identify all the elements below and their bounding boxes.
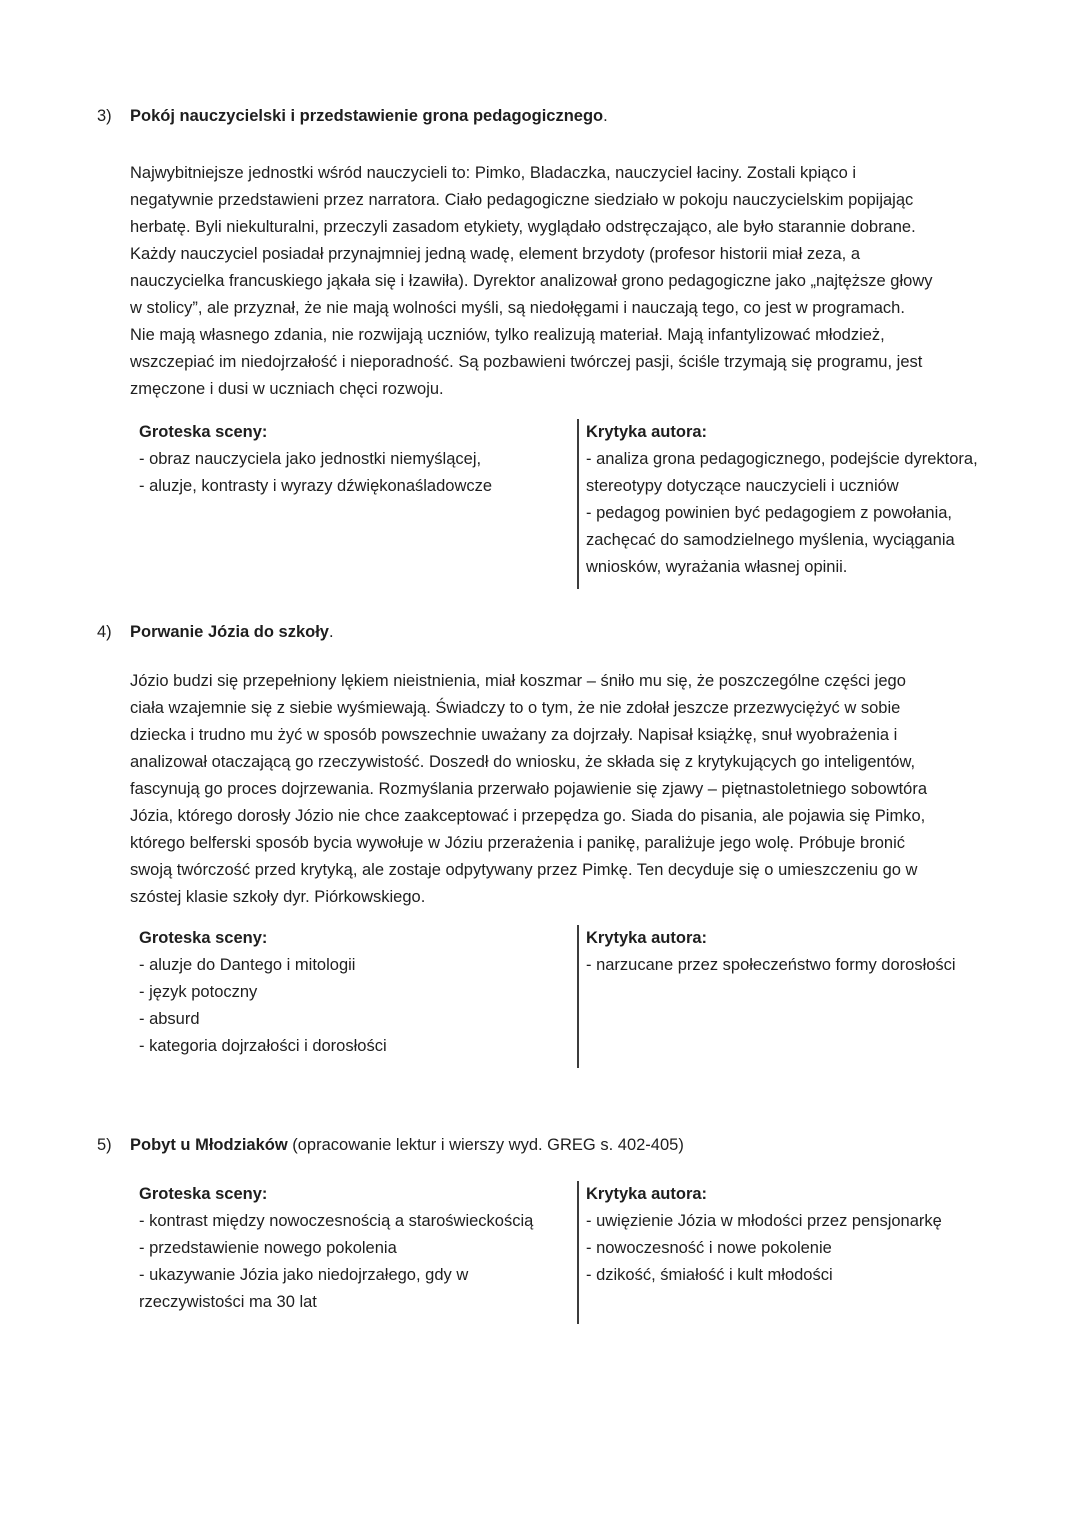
paragraph-line: dziecka i trudno mu żyć w sposób powszechnie uważany za dojrzały. Napisał książkę, snuł wyobrażenia i (130, 726, 898, 744)
section-3-heading (97, 103, 1040, 130)
section-5-number: 5) (97, 1136, 112, 1154)
bullet-item: - aluzje, kontrasty i wyrazy dźwiękonaśladowcze (139, 477, 493, 495)
bullet-item: - nowoczesność i nowe pokolenie (586, 1239, 832, 1257)
paragraph-line: Najwybitniejsze jednostki wśród nauczycieli to: Pimko, Bladaczka, nauczyciel łaciny. Zostali kpiąco i (130, 164, 856, 182)
groteska-column (139, 1181, 577, 1324)
section-5-analysis-table (139, 1181, 1040, 1324)
bullet-item: - kontrast między nowoczesnością a staroświeckością (139, 1212, 534, 1230)
bullet-item: - aluzje do Dantego i mitologii (139, 956, 356, 974)
section-3-number: 3) (97, 107, 112, 125)
section-4-analysis-table (139, 925, 1040, 1068)
bullet-item: - uwięzienie Józia w młodości przez pensjonarkę (586, 1212, 942, 1230)
groteska-header: Groteska sceny: (139, 929, 268, 947)
bullet-item: - dzikość, śmiałość i kult młodości (586, 1266, 833, 1284)
section-4-title-suffix: . (328, 623, 334, 641)
paragraph-line: nauczycielka francuskiego jąkała się i łzawiła). Dyrektor analizował grono pedagogiczne jako „najtęższe głowy (130, 272, 933, 290)
krytyka-header: Krytyka autora: (586, 423, 708, 441)
paragraph-line: herbatę. Byli niekulturalni, przeczyli zasadom etykiety, wyglądało odstręczająco, ale było starannie dobrane. (130, 218, 916, 236)
section-5-title: Pobyt u Młodziaków (130, 1136, 288, 1154)
section-3-paragraph (130, 160, 1040, 403)
bullet-item: - analiza grona pedagogicznego, podejście dyrektora, stereotypy dotyczące nauczycieli i uczniów (586, 450, 978, 495)
krytyka-column (577, 1181, 1009, 1324)
paragraph-line: ciała wzajemnie się z siebie wyśmiewają. Świadczy to o tym, że nie zdołał jeszcze przezwyciężyć w sobie (130, 699, 901, 717)
section-4-heading (97, 619, 1040, 646)
bullet-item: - kategoria dojrzałości i dorosłości (139, 1037, 387, 1055)
bullet-item: - pedagog powinien być pedagogiem z powołania, zachęcać do samodzielnego myślenia, wyciągania wniosków, wyrażania własnej opinii. (586, 504, 955, 576)
section-5-heading (97, 1132, 1040, 1159)
section-4-paragraph (130, 668, 1040, 911)
paragraph-line: którego belferski sposób bycia wywołuje w Józiu przerażenia i panikę, paraliżuje jego wolę. Próbuje bronić (130, 834, 905, 852)
paragraph-line: szóstej klasie szkoły dyr. Piórkowskiego. (130, 888, 426, 906)
section-3-analysis-table (139, 419, 1040, 589)
paragraph-line: Każdy nauczyciel posiadał przynajmniej jedną wadę, element brzydoty (profesor historii miał zeza, a (130, 245, 861, 263)
paragraph-line: swoją twórczość przed krytyką, ale zostaje odpytywany przez Pimkę. Ten decyduje się o umieszczeniu go w (130, 861, 918, 879)
section-4-title: Porwanie Józia do szkoły (130, 623, 329, 641)
section-5-title-suffix: (opracowanie lektur i wierszy wyd. GREG s. 402-405) (287, 1136, 684, 1154)
paragraph-line: Józia, którego dorosły Józio nie chce zaakceptować i przepędza go. Siada do pisania, ale pojawia się Pimko, (130, 807, 926, 825)
paragraph-line: wszczepiać im niedojrzałość i nieporadność. Są pozbawieni twórczej pasji, ściśle trzymają się programu, jest (130, 353, 923, 371)
section-3-title: Pokój nauczycielski i przedstawienie grona pedagogicznego (130, 107, 604, 125)
krytyka-header: Krytyka autora: (586, 1185, 708, 1203)
section-3-title-suffix: . (603, 107, 608, 125)
bullet-item: - narzucane przez społeczeństwo formy dorosłości (586, 956, 956, 974)
bullet-item: - obraz nauczyciela jako jednostki niemyślącej, (139, 450, 482, 468)
groteska-header: Groteska sceny: (139, 423, 268, 441)
paragraph-line: negatywnie przedstawieni przez narratora. Ciało pedagogiczne siedziało w pokoju nauczycielskim popijając (130, 191, 914, 209)
bullet-item: - język potoczny (139, 983, 258, 1001)
bullet-item: - ukazywanie Józia jako niedojrzałego, gdy w rzeczywistości ma 30 lat (139, 1266, 469, 1311)
groteska-header: Groteska sceny: (139, 1185, 268, 1203)
krytyka-column (577, 925, 1009, 1068)
paragraph-line: w stolicy”, ale przyznał, że nie mają wolności myśli, są niedołęgami i nauczają tego, co jest w programach. (130, 299, 905, 317)
groteska-column (139, 925, 577, 1068)
krytyka-column (577, 419, 1009, 589)
paragraph-line: analizował otaczającą go rzeczywistość. Doszedł do wniosku, że składa się z krytykujących go inteligentów, (130, 753, 916, 771)
section-4-number: 4) (97, 623, 112, 641)
paragraph-line: fascynują go proces dojrzewania. Rozmyślania przerwało pojawienie się zjawy – piętnastoletniego sobowtóra (130, 780, 928, 798)
paragraph-line: Nie mają własnego zdania, nie rozwijają uczniów, tylko realizują materiał. Mają infantylizować młodzież, (130, 326, 885, 344)
krytyka-header: Krytyka autora: (586, 929, 708, 947)
bullet-item: - absurd (139, 1010, 200, 1028)
bullet-item: - przedstawienie nowego pokolenia (139, 1239, 397, 1257)
paragraph-line: zmęczone i dusi w uczniach chęci rozwoju. (130, 380, 444, 398)
paragraph-line: Józio budzi się przepełniony lękiem nieistnienia, miał koszmar – śniło mu się, że poszczególne części jego (130, 672, 906, 690)
groteska-column (139, 419, 577, 589)
